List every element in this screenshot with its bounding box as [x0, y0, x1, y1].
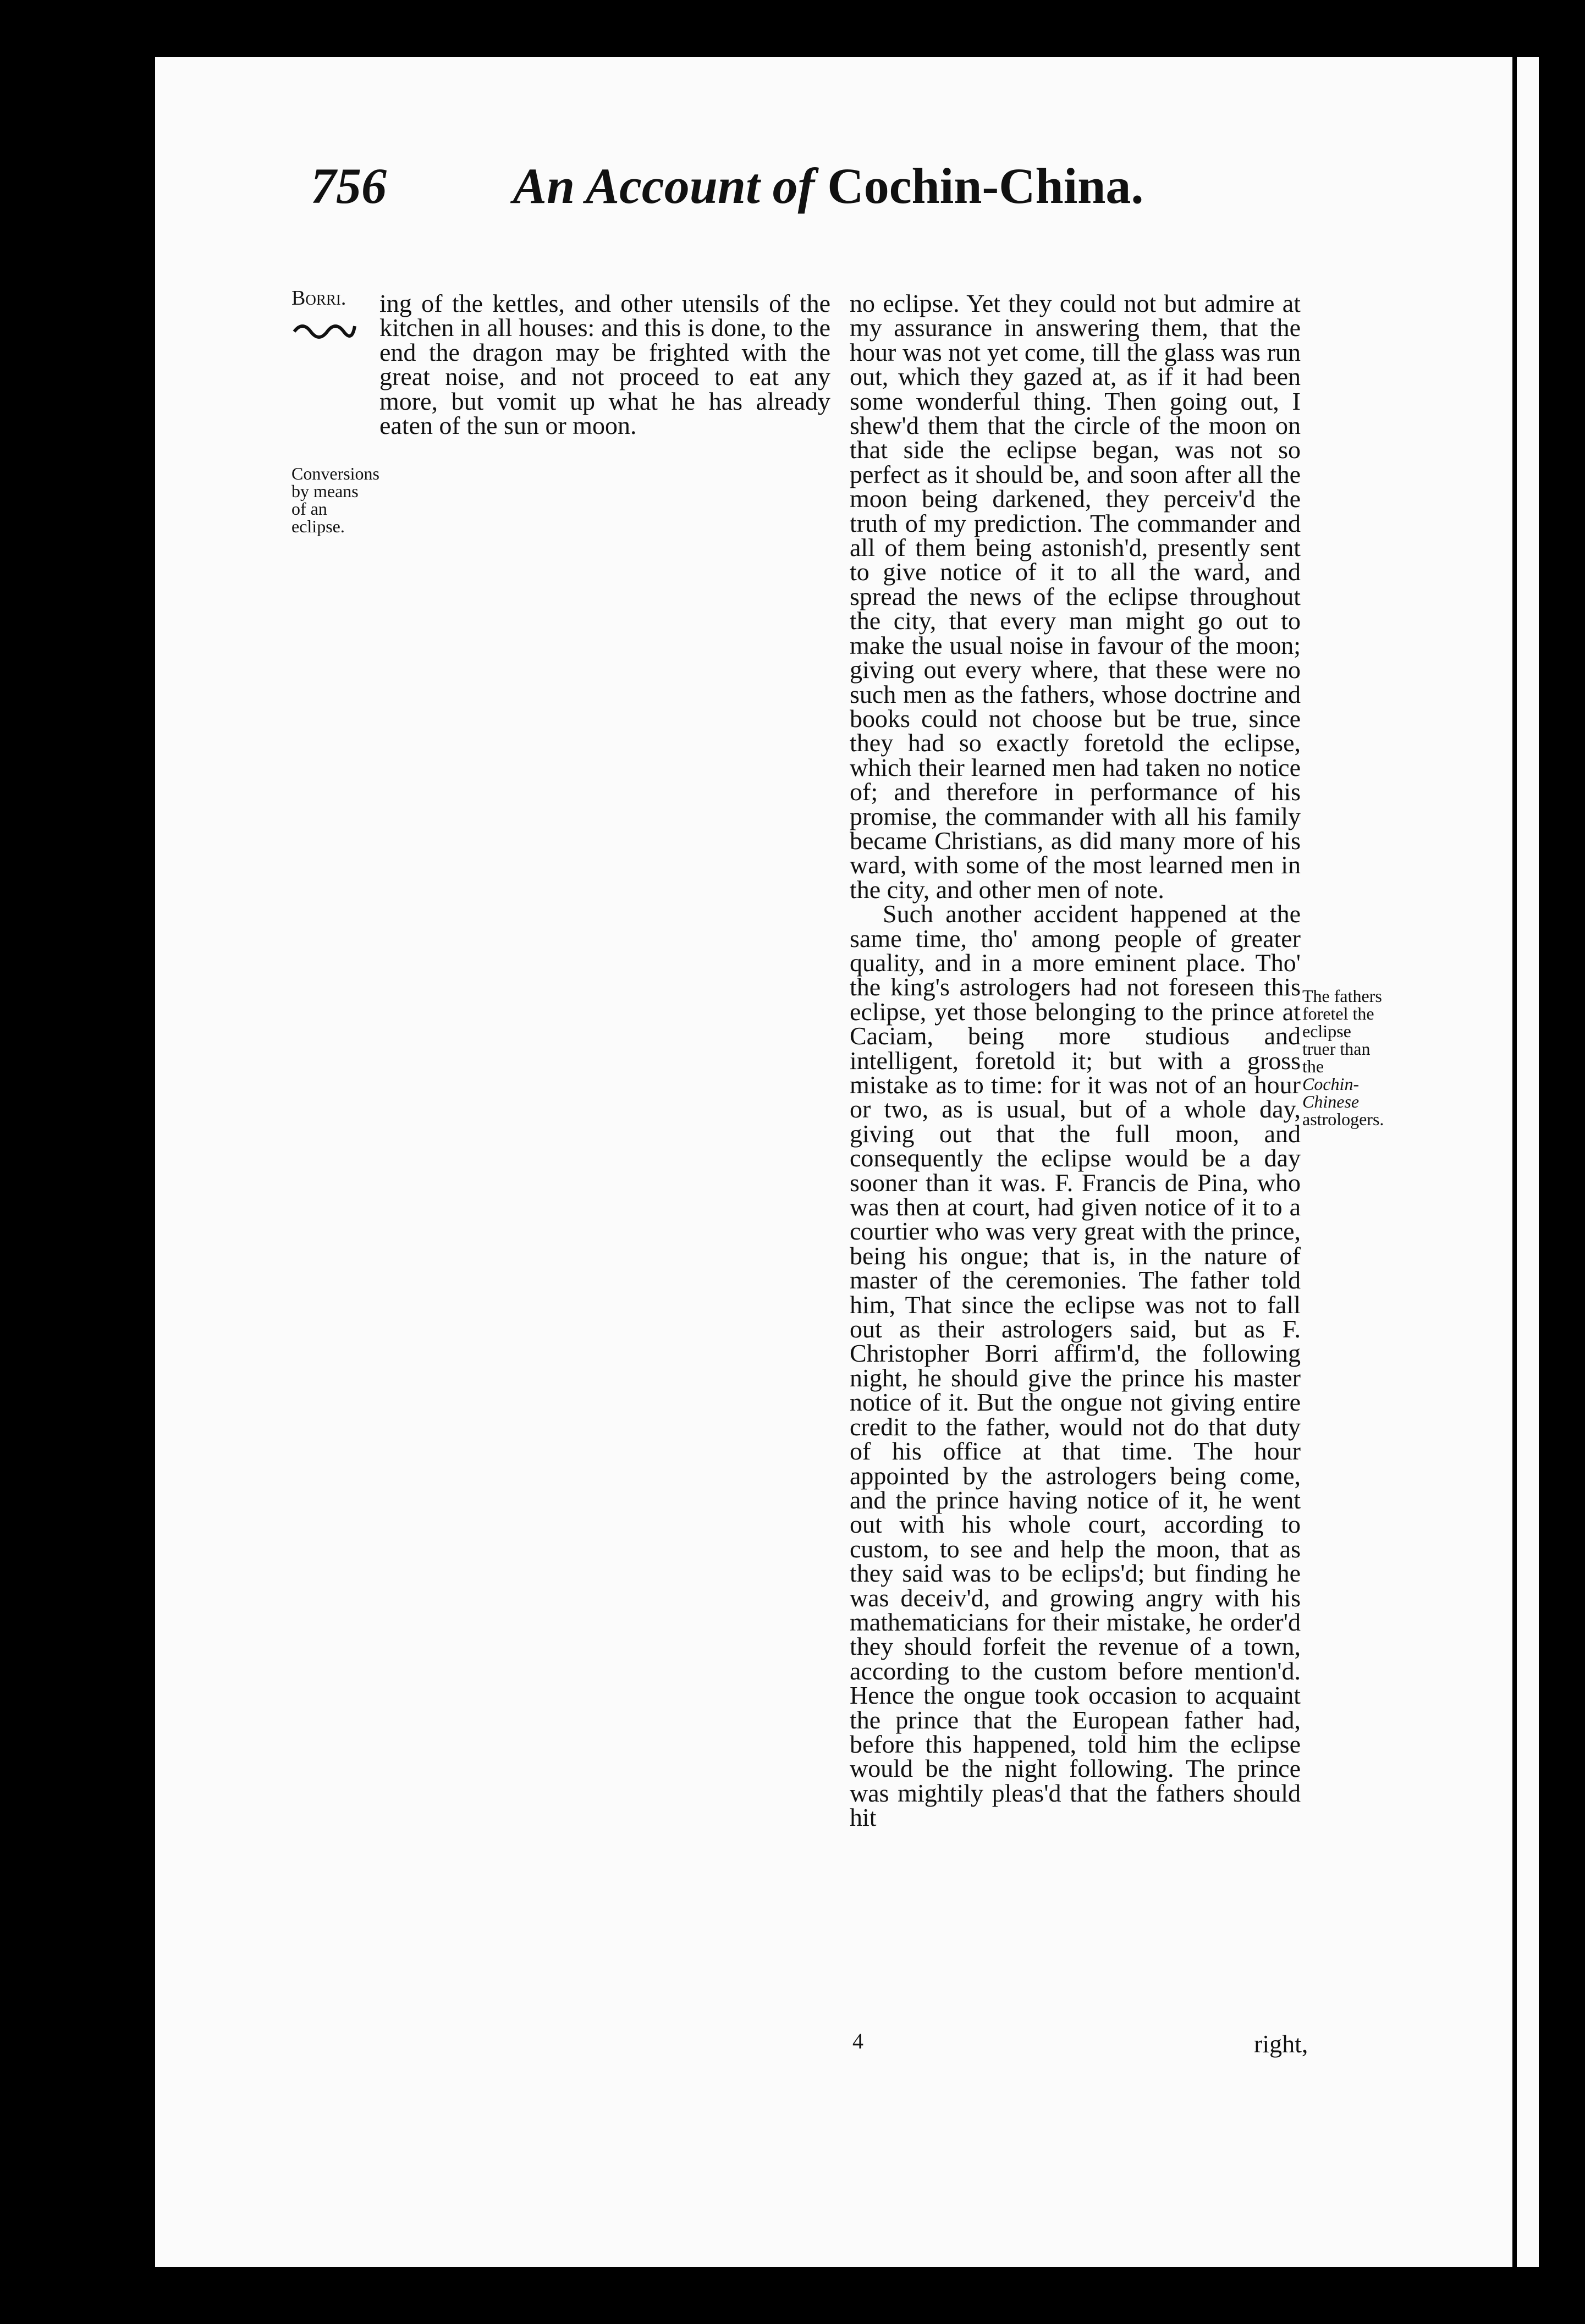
margin-note-right-text1: The fathers foretel the eclipse truer than the [1302, 986, 1382, 1076]
margin-note-right [1302, 987, 1385, 1128]
swash-ornament-icon [291, 318, 357, 340]
page-header [311, 157, 1143, 215]
page [155, 57, 1512, 2267]
running-author: Borri. [291, 287, 346, 310]
catchword: right, [1254, 2030, 1308, 2058]
page-edge [1512, 57, 1539, 2267]
margin-note-right-text2: astrologers. [1302, 1109, 1384, 1129]
right-column [850, 291, 1301, 1830]
running-title-part1: An Account of [513, 158, 815, 214]
left-paragraph-1: ing of the kettles, and other utensils of the kitchen in all houses: and this is done, to the end the dragon may be frighted with the great noise, and not proceed to eat any more, but vomit up what he has already eaten of the sun or moon. [379, 289, 830, 440]
right-paragraph-1: no eclipse. Yet they could not but admire at my assurance in answering them, that the hour was not yet come, till the glass was run out, which they gazed at, as if it had been some wonderful thing. Then going out, I shew'd them that the circle of the moon on that side the eclipse began, was not so perfect as it should be, and soon after all the moon being darkened, they perceiv'd the truth of my prediction. The commander and all of them being astonish'd, presently sent to give notice of it to all the ward, and spread the news of the eclipse throughout the city, that every man might go out to make the usual noise in favour of the moon; giving out every where, that these were no such men as the fathers, whose doctrine and books could not choose but be true, since they had so exactly foretold the eclipse, which their learned men had taken no notice of; and therefore in performance of his promise, the commander with all his family became Christians, as did many more of his ward, with some of the most learned men in the city, and other men of note. [850, 289, 1301, 904]
right-paragraph-2: Such another accident happened at the same time, tho' among people of greater quality, and in a more eminent place. Tho' the king's astrologers had not foreseen this eclipse, yet those belonging to the prince at Caciam, being more studious and intelligent, foretold it; but with a gross mistake as to time: for it was not of an hour or two, as is usual, but of a whole day, giving out that the full moon, and consequently the eclipse would be a day sooner than it was. F. Francis de Pina, who was then at court, had given notice of it to a courtier who was very great with the prince, being his ongue; that is, in the nature of master of the ceremonies. The father told him, That since the eclipse was not to fall out as their astrologers said, but as F. Christopher Borri affirm'd, the following night, he should give the prince his master notice of it. But the ongue not giving entire credit to the father, would not do that duty of his office at that time. The hour appointed by the astrologers being come, and the prince having notice of it, he went out with his whole court, according to custom, to see and help the moon, that as they said was to be eclips'd; but finding he was deceiv'd, and growing angry with his mathematicians for their mistake, he order'd they should forfeit the revenue of a town, according to the custom before mention'd. Hence the ongue took occasion to acquaint the prince that the European father had, before this happened, told him the eclipse would be the night following. The prince was mightily pleas'd that the fathers should hit [850, 900, 1301, 1832]
margin-note-left: Conversions by means of an eclipse. [291, 464, 379, 536]
signature-mark: 4 [852, 2029, 863, 2053]
running-title-part2: Cochin-China. [827, 158, 1144, 214]
page-number: 756 [311, 158, 387, 214]
margin-note-right-italic: Cochin-Chinese [1302, 1074, 1360, 1111]
left-column [379, 291, 830, 438]
